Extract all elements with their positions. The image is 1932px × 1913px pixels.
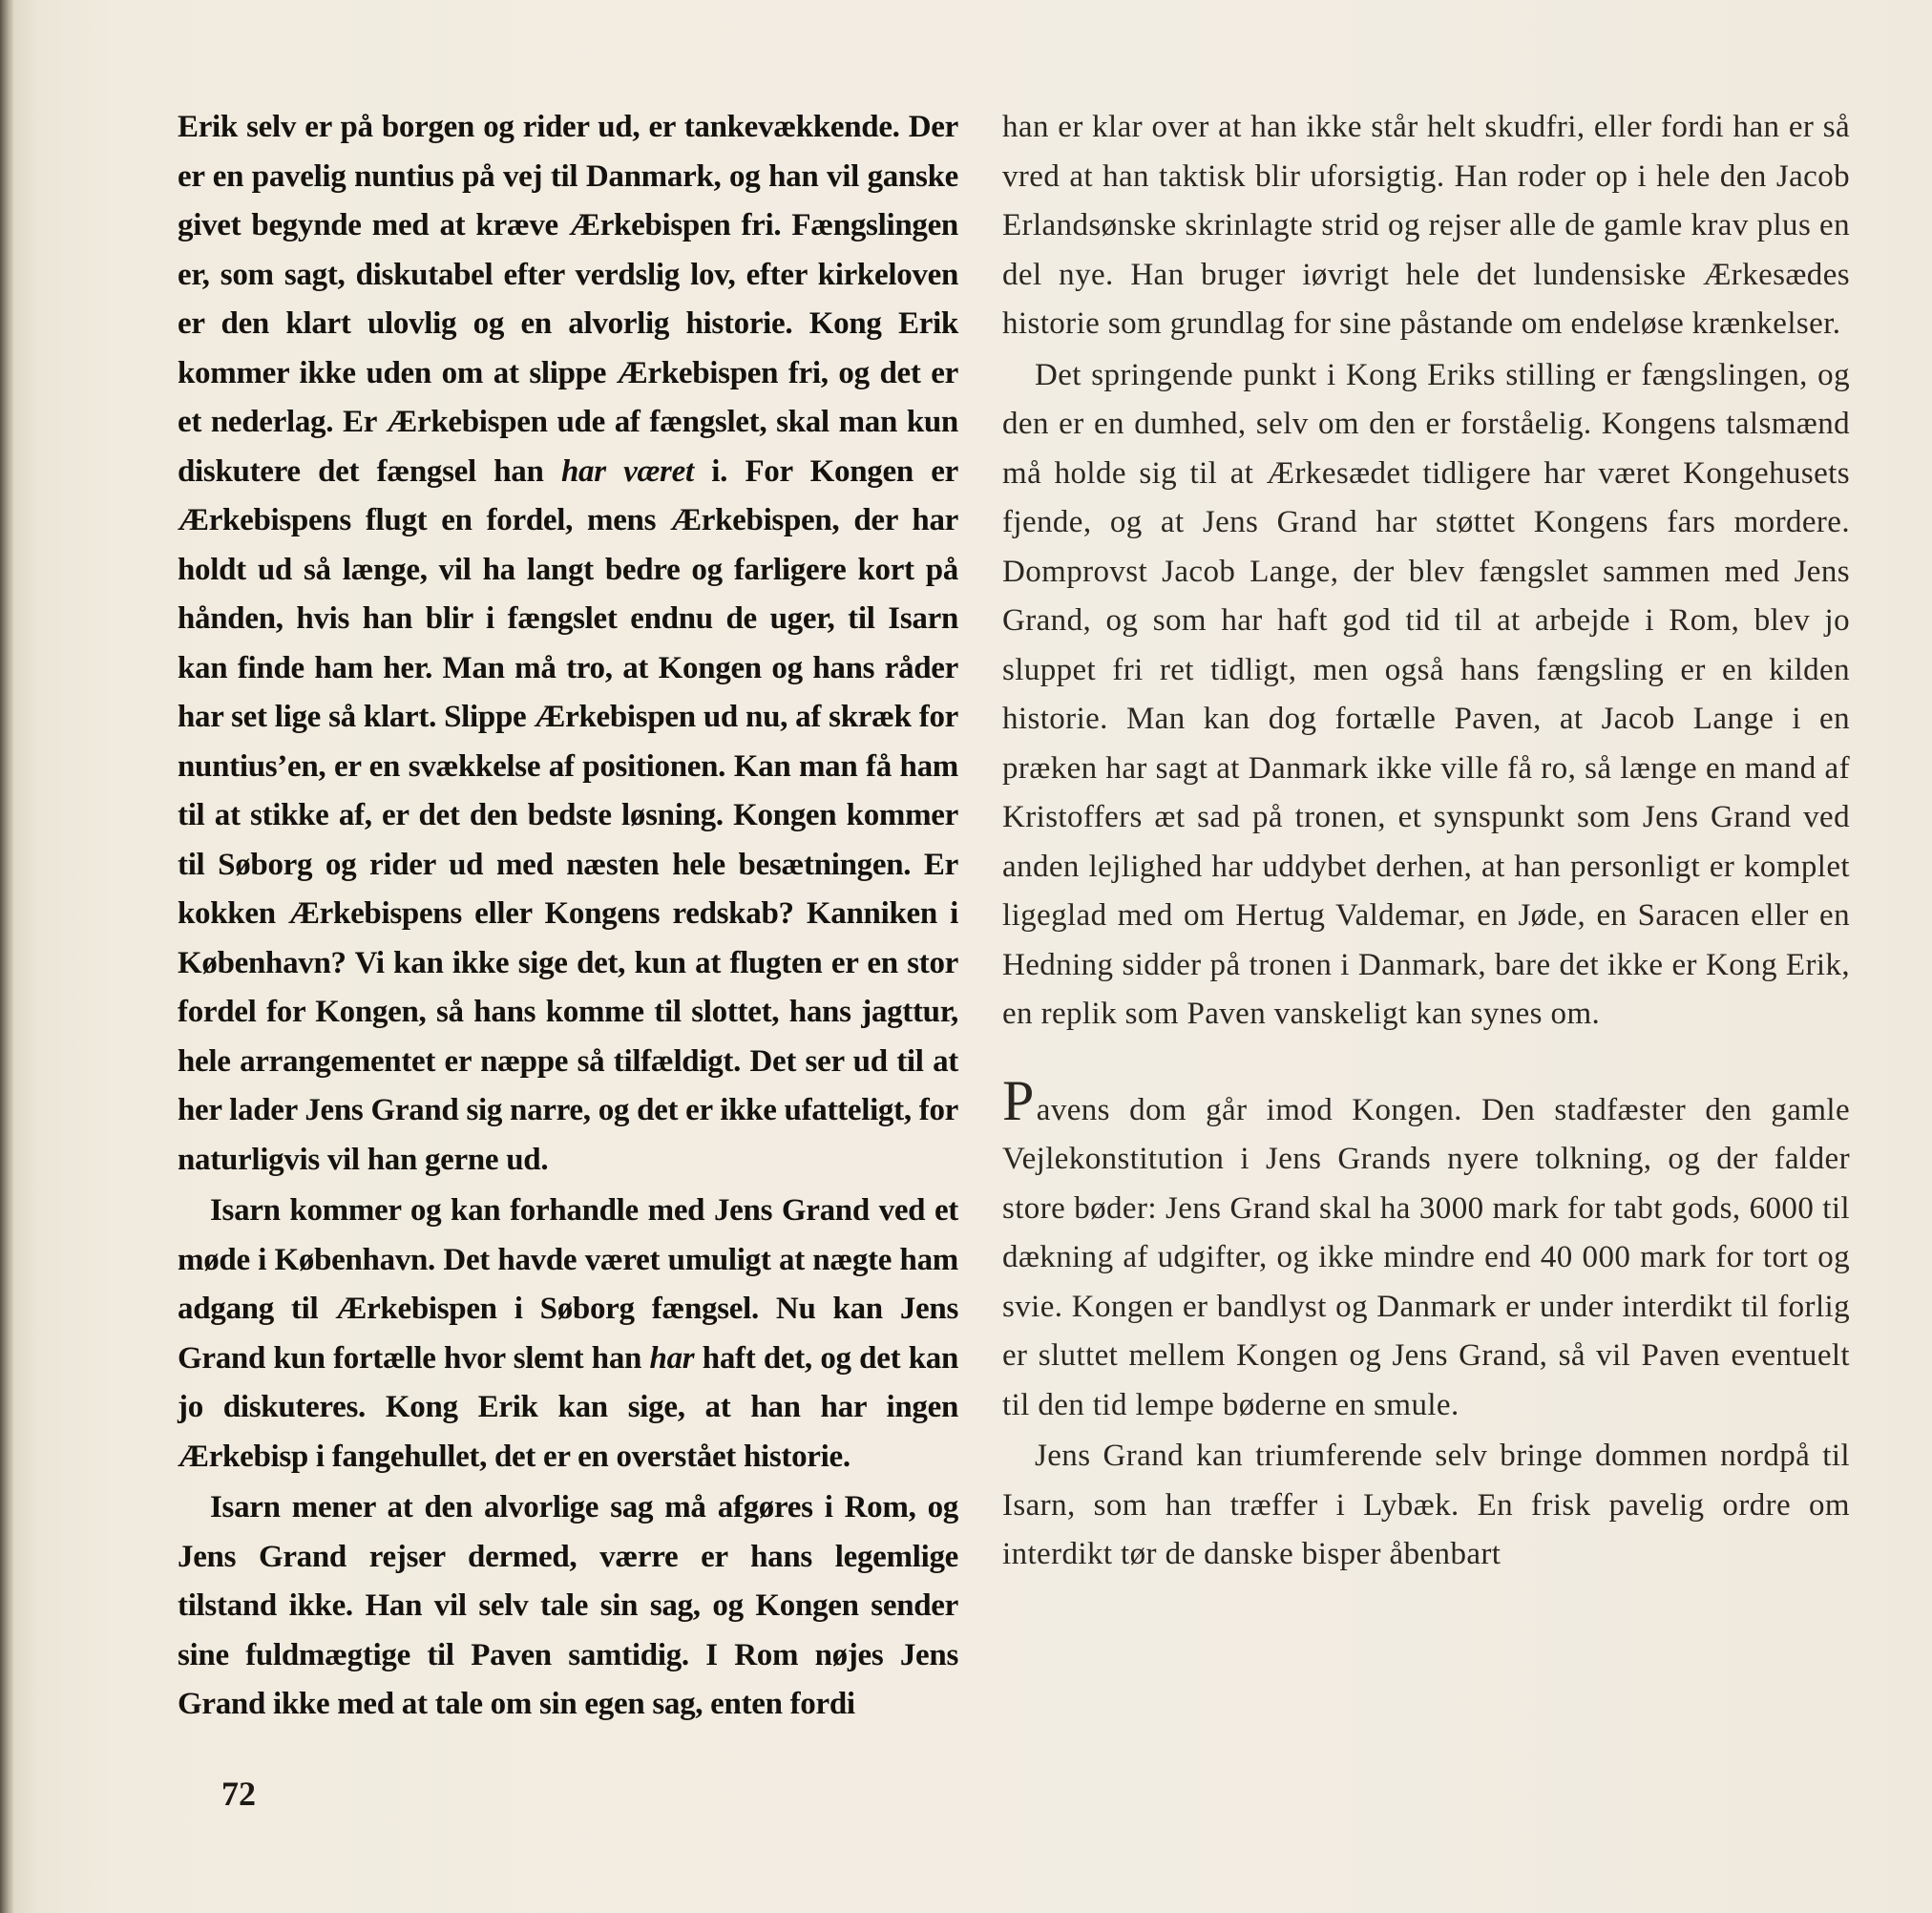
left-text-column [178, 103, 958, 1730]
left-paragraph-1-text: Erik selv er på borgen og rider ud, er tankevækkende. Der er en pavelig nuntius på vej til Danmark, og han vil ganske givet begynde med at kræve Ærkebispen fri. Fængslingen er, som sagt, diskutabel efter verdslig lov, efter kirkeloven er den klart ulovlig og en alvorlig historie. Kong Erik kommer ikke uden om at slippe Ærkebispen fri, og det er et nederlag. Er Ærkebispen ude af fængslet, skal man kun diskutere det fængsel han [178, 110, 958, 489]
right-text-column [1002, 103, 1850, 1580]
book-spine [0, 0, 13, 1913]
left-paragraph-3: Isarn mener at den alvorlige sag må afgøres i Rom, og Jens Grand rejser dermed, værre er hans legemlige tilstand ikke. Han vil selv tale sin sag, og Kongen sender sine fuldmægtige til Paven samtidig. I Rom nøjes Jens Grand ikke med at tale om sin egen sag, enten fordi [178, 1490, 958, 1721]
right-paragraph-3-text: avens dom går imod Kongen. Den stadfæster den gamle Vejlekonstitution i Jens Grands nyere tolkning, og der falder store bøder: Jens Grand skal ha 3000 mark for tabt gods, 6000 til dækning af udgifter, og ikke mindre end 40 000 mark for tort og svie. Kongen er bandlyst og Danmark er under interdikt til forlig er sluttet mellem Kongen og Jens Grand, så vil Paven eventuelt til den tid lempe bøderne en smule. [1002, 1092, 1850, 1422]
drop-cap-letter: P [1002, 1068, 1035, 1132]
section-gap [1002, 1040, 1850, 1082]
left-paragraph-1-continuation: i. For Kongen er Ærkebispens flugt en fordel, mens Ærkebispen, der har holdt ud så længe, vil ha langt bedre og farligere kort på hånden, hvis han blir i fængslet endnu de uger, til Isarn kan finde ham her. Man må tro, at Kongen og hans råder har set lige så klart. Slippe Ærkebispen ud nu, af skræk for nuntius’en, er en svækkelse af positionen. Kan man få ham til at stikke af, er det den bedste løsning. Kongen kommer til Søborg og rider ud med næsten hele besætningen. Er kokken Ærkebispens eller Kongens redskab? Kanniken i København? Vi kan ikke sige det, kun at flugten er en stor fordel for Kongen, så hans komme til slottet, hans jagttur, hele arrangementet er næppe så tilfældigt. Det ser ud til at her lader Jens Grand sig narre, og det er ikke ufatteligt, for naturligvis vil han gerne ud. [178, 453, 958, 1177]
left-paragraph-2 [178, 1187, 958, 1482]
left-paragraph-2-italic: har [649, 1340, 695, 1376]
right-paragraph-4: Jens Grand kan triumferende selv bringe dommen nordpå til Isarn, som han træffer i Lybæk. En frisk pavelig ordre om interdikt tør de danske bisper åbenbart [1002, 1439, 1850, 1571]
right-paragraph-2: Det springende punkt i Kong Eriks stilling er fængslingen, og den er en dumhed, selv om den er forståelig. Kongens talsmænd må holde sig til at Ærkesædet tidligere har været Kongehusets fjende, og at Jens Grand har støttet Kongens fars mordere. Domprovst Jacob Lange, der blev fængslet sammen med Jens Grand, og som har haft god tid til at arbejde i Rom, blev jo sluppet fri ret tidligt, men også hans fængsling er en kilden historie. Man kan dog fortælle Paven, at Jacob Lange i en præken har sagt at Danmark ikke ville få ro, så længe en mand af Kristoffers æt sad på tronen, et synspunkt som Jens Grand ved anden lejlighed har uddybet derhen, at han personligt er komplet ligeglad med om Hertug Valdemar, en Jøde, en Saracen eller en Hedning sidder på tronen i Danmark, bare det ikke er Kong Erik, en replik som Paven vanskeligt kan synes om. [1002, 357, 1850, 1031]
right-paragraph-1: han er klar over at han ikke står helt skudfri, eller fordi han er så vred at han taktisk blir uforsigtig. Han roder op i hele den Jacob Erlandsønske skrinlagte strid og rejser alle de gamle krav plus en del nye. Han bruger iøvrigt hele det lundensiske Ærkesædes historie som grundlag for sine påstande om endeløse krænkelser. [1002, 110, 1850, 341]
left-paragraph-2-text-a: Isarn kommer og kan forhandle med Jens Grand ved et møde i København. Det havde været umuligt at nægte ham adgang til Ærkebispen i Søborg fængsel. Nu kan Jens Grand kun fortælle hvor slemt han [178, 1193, 958, 1376]
left-paragraph-2-text-b: haft det, og det kan jo diskuteres. Kong Erik kan sige, at han har ingen Ærkebisp i fangehullet, det er en overstået historie. [178, 1340, 959, 1474]
left-paragraph-1-italic: har været [560, 453, 694, 489]
left-paragraph-1 [178, 103, 958, 1185]
page-number: 72 [221, 1775, 256, 1813]
right-paragraph-3 [1002, 1068, 1850, 1431]
